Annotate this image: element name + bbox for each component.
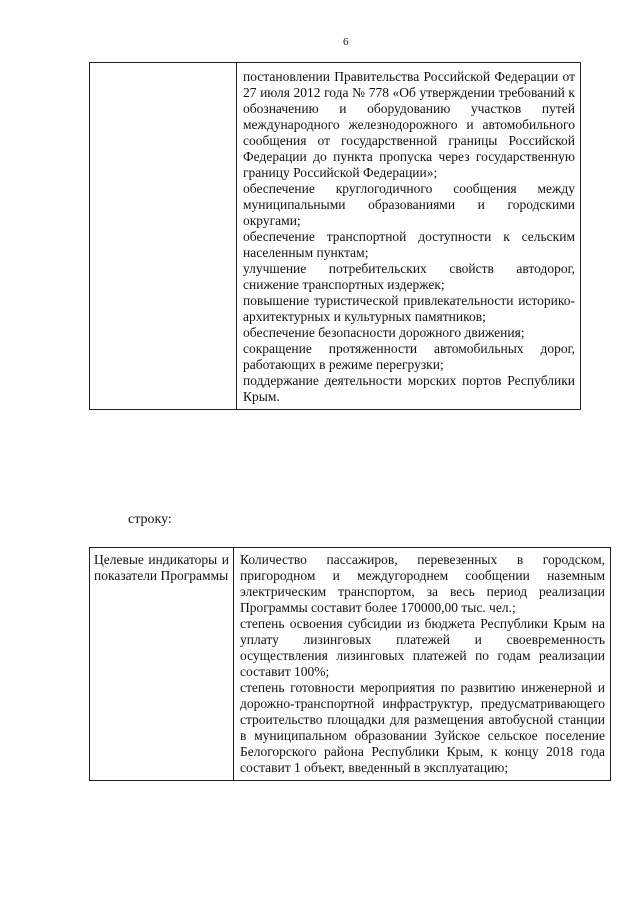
list-item: Количество пассажиров, перевезенных в городском, пригородном и междугороднем сообщении наземным электрическим транспортом, за весь период реализации Программы составит более 170000,00 тыс. чел.;: [240, 552, 605, 615]
indicators-table: [89, 547, 611, 781]
list-item: улучшение потребительских свойств автодорог, снижение транспортных издержек;: [243, 261, 575, 292]
list-item: степень готовности мероприятия по развитию инженерной и дорожно-транспортной инфраструктур, предусматривающего строительство площадки для размещения автобусной станции в муниципальном образовании Зуйское сельское поселение Белогорского района Республики Крым, к концу 2018 года составит 1 объект, введенный в эксплуатацию;: [240, 680, 605, 775]
continuation-table: [89, 62, 581, 410]
list-item: повышение туристической привлекательности историко-архитектурных и культурных памятников;: [243, 293, 575, 324]
list-item: обеспечение безопасности дорожного движения;: [243, 325, 525, 340]
table-right-cell: [237, 63, 581, 410]
list-item: постановлении Правительства Российской Федерации от 27 июля 2012 года № 778 «Об утверждении требований к обозначению и оборудованию участков путей международного железнодорожного и автомобильного сообщения от государственной границы Российской Федерации до пункта пропуска через государственную границу Российской Федерации»;: [243, 69, 575, 180]
row-label: Целевые индикаторы и показатели Программы: [94, 552, 229, 583]
table-row: [90, 548, 611, 781]
table-right-cell: [234, 548, 611, 781]
table-left-cell: [90, 63, 237, 410]
table-label-cell: [90, 548, 234, 781]
caption-text: строку:: [128, 512, 172, 527]
list-item: обеспечение транспортной доступности к сельским населенным пунктам;: [243, 229, 575, 260]
list-item: степень освоения субсидии из бюджета Республики Крым на уплату лизинговых платежей и своевременность осуществления лизинговых платежей по годам реализации составит 100%;: [240, 616, 605, 679]
list-item: обеспечение круглогодичного сообщения между муниципальными образованиями и городскими округами;: [243, 181, 575, 228]
list-item: сокращение протяженности автомобильных дорог, работающих в режиме перегрузки;: [243, 341, 575, 372]
page-number: 6: [343, 36, 349, 48]
table-row: [90, 63, 581, 410]
list-item: поддержание деятельности морских портов Республики Крым.: [243, 373, 575, 404]
